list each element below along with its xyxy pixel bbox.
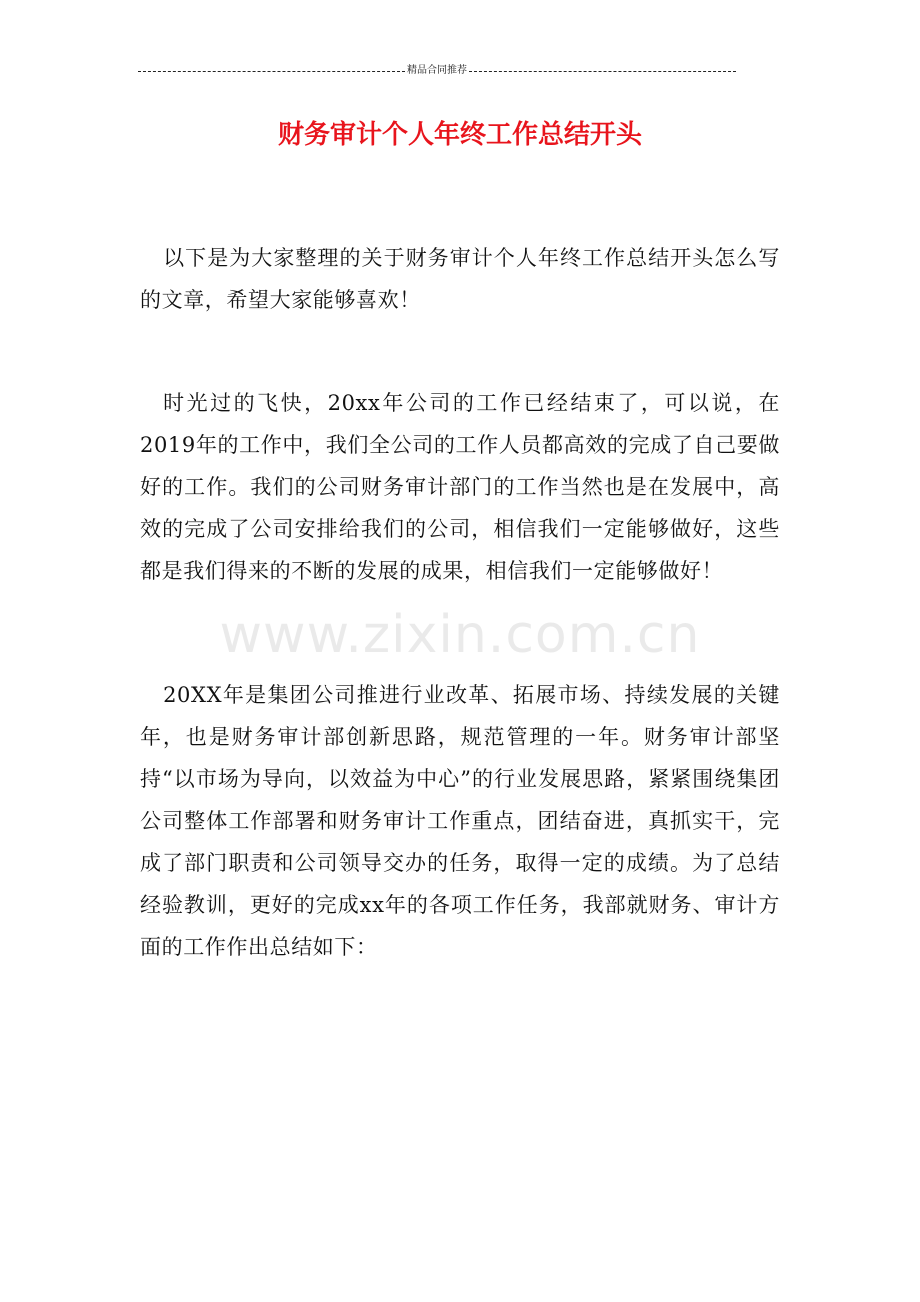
intro-paragraph: 以下是为大家整理的关于财务审计个人年终工作总结开头怎么写的文章，希望大家能够喜欢！ [140, 246, 780, 312]
header-label: 精品合同推荐 [407, 65, 467, 76]
body-paragraph-2: 20XX年是集团公司推进行业改革、拓展市场、持续发展的关键年，也是财务审计部创新思路，规范管理的一年。财务审计部坚持“以市场为导向，以效益为中心”的行业发展思路，紧紧围绕集团公司整体工作部署和财务审计工作重点，团结奋进，真抓实干，完成了部门职责和公司领导交办的任务，取得一定的成绩。为了总结经验教训，更好的完成xx年的各项工作任务，我部就财务、审计方面的工作作出总结如下： [140, 683, 780, 959]
body-paragraph-1: 时光过的飞快，20xx年公司的工作已经结束了，可以说，在2019年的工作中，我们全公司的工作人员都高效的完成了自己要做好的工作。我们的公司财务审计部门的工作当然也是在发展中，高效的完成了公司安排给我们的公司，相信我们一定能够做好，这些都是我们得来的不断的发展的成果，相信我们一定能够做好！ [140, 391, 780, 583]
document-title: 财务审计个人年终工作总结开头 [277, 120, 642, 150]
site-watermark: www.zixin.com.cn [219, 605, 701, 665]
header-dash-left [138, 71, 405, 72]
header-dash-right [469, 71, 736, 72]
page-header [138, 64, 736, 78]
